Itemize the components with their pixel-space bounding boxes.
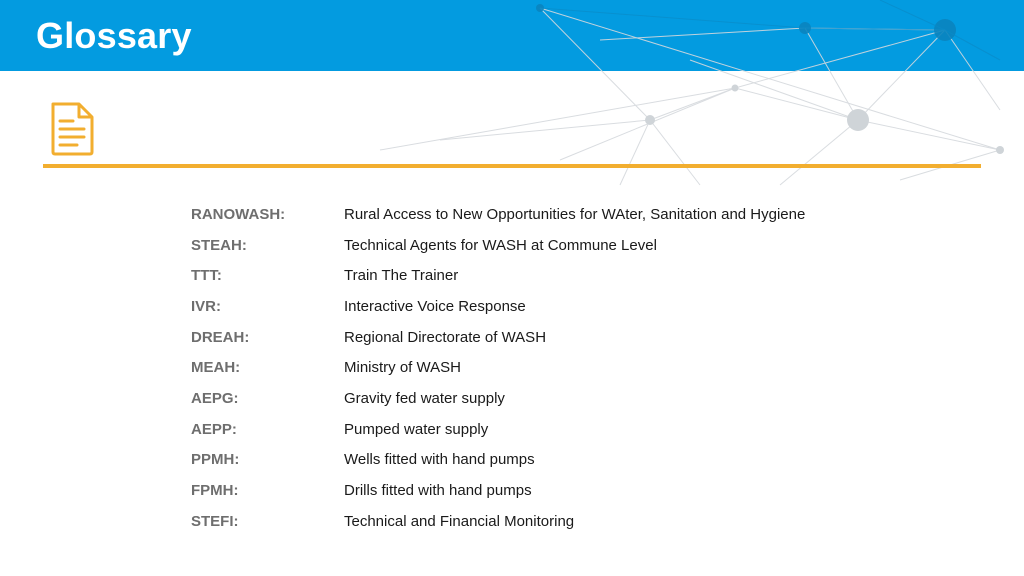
glossary-definition: Technical and Financial Monitoring bbox=[344, 512, 575, 530]
glossary-definition: Wells fitted with hand pumps bbox=[344, 451, 535, 469]
glossary-term: RANOWASH: bbox=[191, 205, 286, 223]
glossary-term: DREAH: bbox=[191, 328, 250, 346]
glossary-term: STEFI: bbox=[191, 512, 239, 530]
glossary-term: AEPG: bbox=[191, 389, 239, 407]
glossary-term: TTT: bbox=[191, 267, 222, 285]
glossary-row-ivr bbox=[191, 291, 951, 322]
glossary-row-aepg bbox=[191, 383, 951, 414]
glossary-term: FPMH: bbox=[191, 482, 239, 500]
glossary-row-aepp bbox=[191, 414, 951, 445]
glossary-row-steah bbox=[191, 230, 951, 261]
glossary-definition: Ministry of WASH bbox=[344, 359, 461, 377]
divider-rule bbox=[43, 164, 981, 168]
glossary-definition: Train The Trainer bbox=[344, 267, 459, 285]
glossary-row-stefi bbox=[191, 506, 951, 537]
glossary-row-fpmh bbox=[191, 475, 951, 506]
glossary-definition: Pumped water supply bbox=[344, 420, 489, 438]
glossary-list bbox=[191, 199, 951, 537]
glossary-definition: Drills fitted with hand pumps bbox=[344, 482, 532, 500]
glossary-term: IVR: bbox=[191, 297, 221, 315]
glossary-term: STEAH: bbox=[191, 236, 247, 254]
glossary-row-ppmh bbox=[191, 445, 951, 476]
page-title: Glossary bbox=[36, 15, 192, 56]
glossary-definition: Regional Directorate of WASH bbox=[344, 328, 547, 346]
glossary-term: MEAH: bbox=[191, 359, 241, 377]
glossary-definition: Interactive Voice Response bbox=[344, 297, 526, 315]
glossary-row-meah bbox=[191, 352, 951, 383]
glossary-term: PPMH: bbox=[191, 451, 240, 469]
glossary-definition: Technical Agents for WASH at Commune Level bbox=[344, 236, 657, 254]
glossary-definition: Rural Access to New Opportunities for WAter, Sanitation and Hygiene bbox=[344, 205, 806, 223]
glossary-row-ranowash bbox=[191, 199, 951, 230]
glossary-definition: Gravity fed water supply bbox=[344, 389, 505, 407]
glossary-term: AEPP: bbox=[191, 420, 237, 438]
document-icon bbox=[49, 101, 95, 157]
glossary-row-dreah bbox=[191, 322, 951, 353]
glossary-row-ttt bbox=[191, 260, 951, 291]
